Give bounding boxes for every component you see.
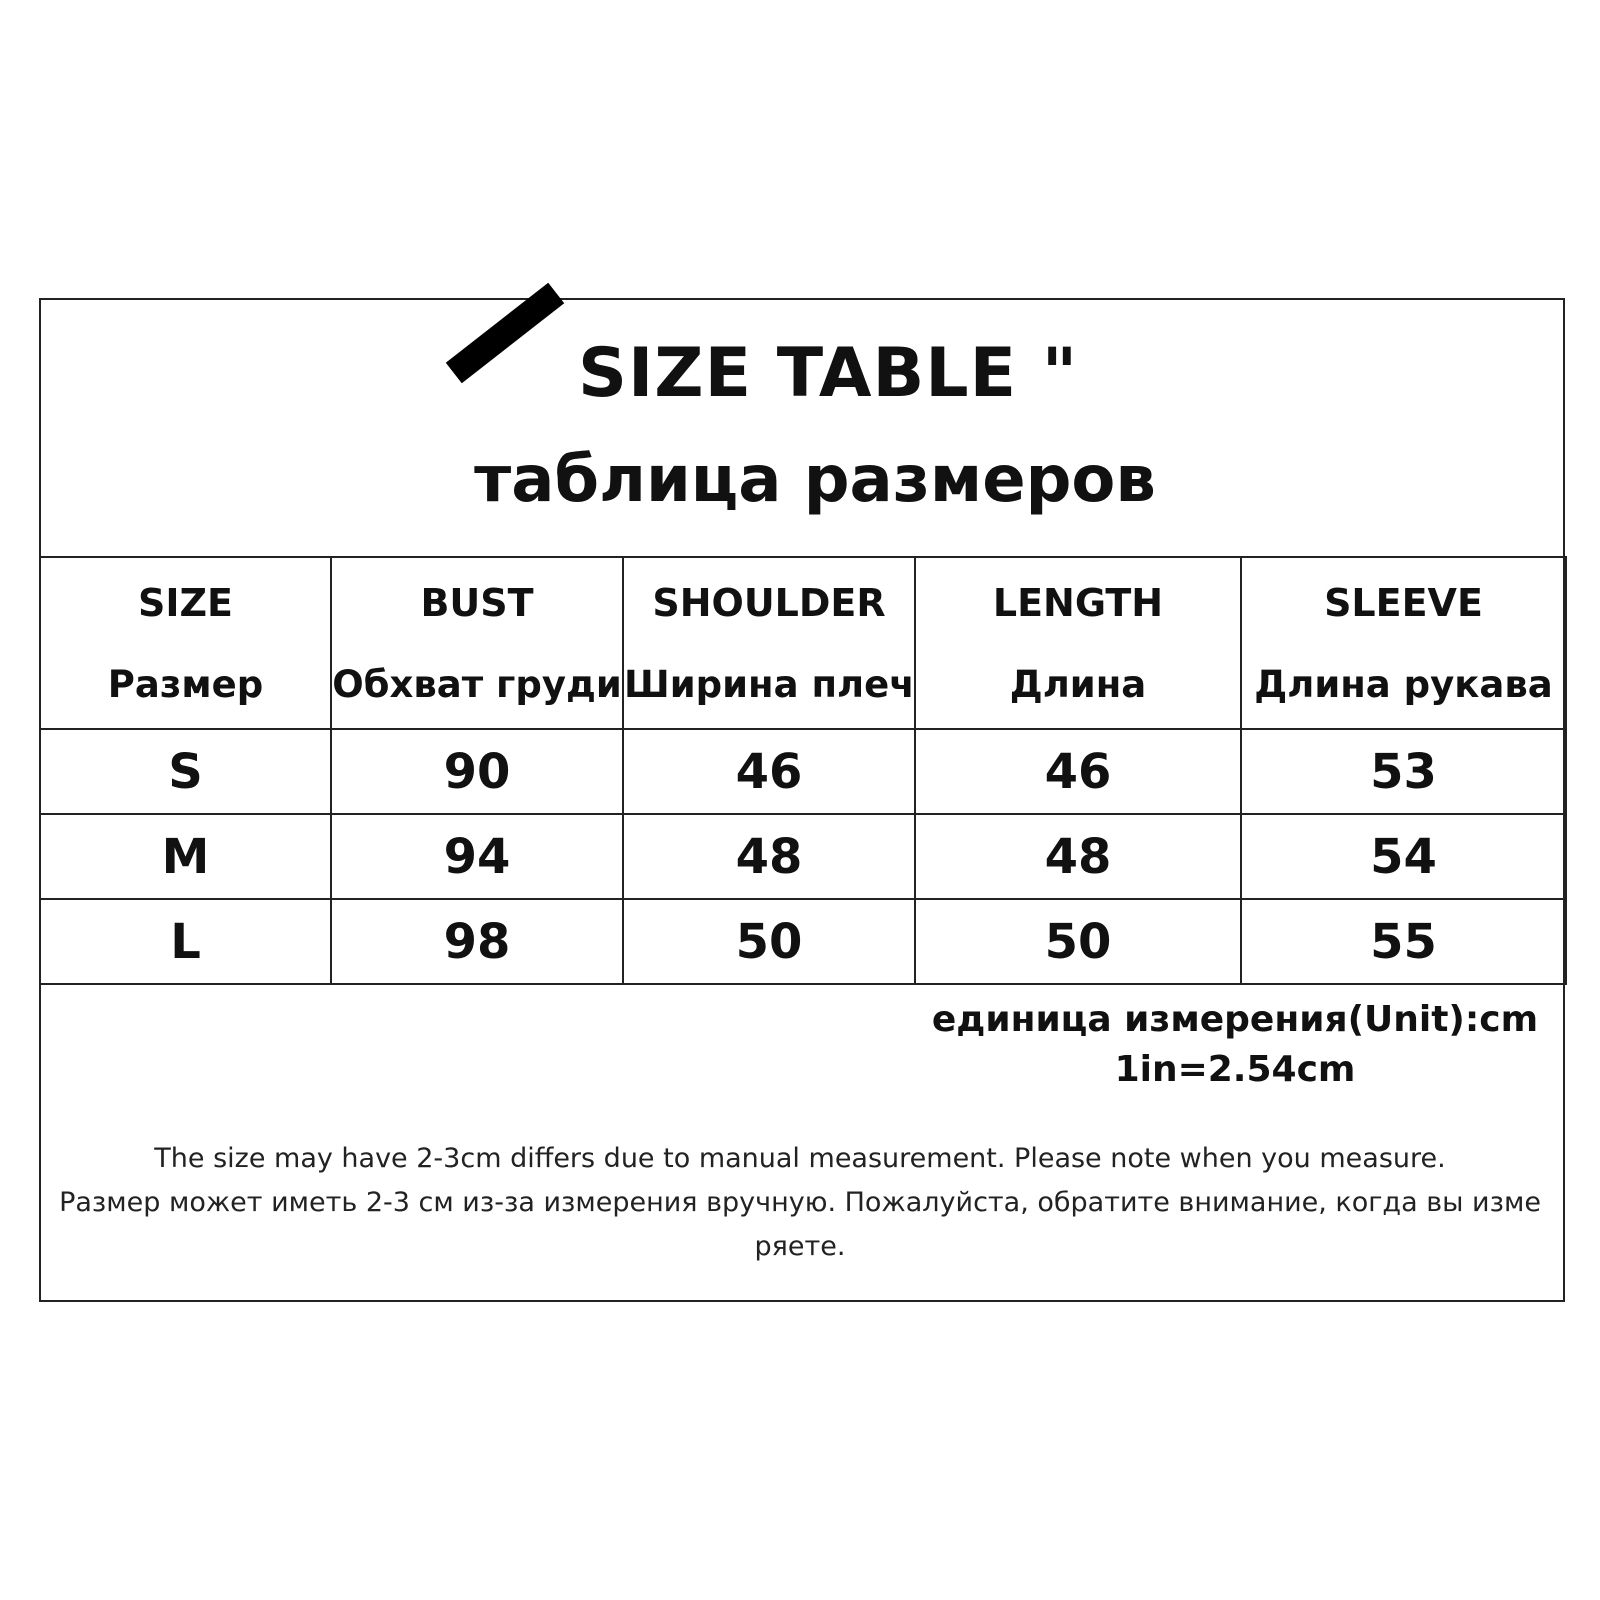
cell-shoulder: 50 xyxy=(623,899,915,984)
table-row-s xyxy=(40,729,1566,814)
cell-sleeve: 54 xyxy=(1241,814,1566,899)
header-label-en: SIZE xyxy=(137,580,234,625)
header-label-en: SLEEVE xyxy=(1324,580,1483,625)
header-label-ru: Обхват груди xyxy=(332,662,622,706)
header-label-ru: Длина рукава xyxy=(1254,662,1553,706)
unit-conversion: 1in=2.54cm xyxy=(1114,1049,1356,1090)
cell-bust: 90 xyxy=(331,729,623,814)
measurement-note-russian-continued: ряете. xyxy=(754,1231,846,1262)
cell-shoulder: 48 xyxy=(623,814,915,899)
header-bust xyxy=(331,557,623,729)
table-row-l xyxy=(40,899,1566,984)
header-label-ru: Длина xyxy=(1009,662,1147,706)
table-row-m xyxy=(40,814,1566,899)
header-label-ru: Размер xyxy=(107,662,264,706)
cell-size: M xyxy=(40,814,331,899)
header-shoulder xyxy=(623,557,915,729)
header-length xyxy=(915,557,1241,729)
header-label-en: BUST xyxy=(420,580,534,625)
cell-sleeve: 53 xyxy=(1241,729,1566,814)
header-size xyxy=(40,557,331,729)
unit-label: единица измерения(Unit):cm xyxy=(931,999,1539,1040)
header-label-ru: Ширина плеч xyxy=(624,662,915,706)
header-sleeve xyxy=(1241,557,1566,729)
title-english: SIZE TABLE " xyxy=(578,334,1079,413)
cell-size: S xyxy=(40,729,331,814)
cell-bust: 94 xyxy=(331,814,623,899)
measurement-note-russian: Размер может иметь 2-3 см из-за измерения вручную. Пожалуйста, обратите внимание, когда вы изме xyxy=(59,1187,1541,1218)
title-russian: таблица размеров xyxy=(474,443,1156,517)
cell-shoulder: 46 xyxy=(623,729,915,814)
cell-length: 48 xyxy=(915,814,1241,899)
cell-length: 50 xyxy=(915,899,1241,984)
cell-size: L xyxy=(40,899,331,984)
table-header-row xyxy=(40,557,1566,729)
size-table xyxy=(39,556,1567,985)
header-label-en: LENGTH xyxy=(992,580,1164,625)
cell-sleeve: 55 xyxy=(1241,899,1566,984)
cell-bust: 98 xyxy=(331,899,623,984)
header-label-en: SHOULDER xyxy=(652,580,886,625)
measurement-note-english: The size may have 2-3cm differs due to manual measurement. Please note when you measure. xyxy=(154,1143,1446,1174)
cell-length: 46 xyxy=(915,729,1241,814)
